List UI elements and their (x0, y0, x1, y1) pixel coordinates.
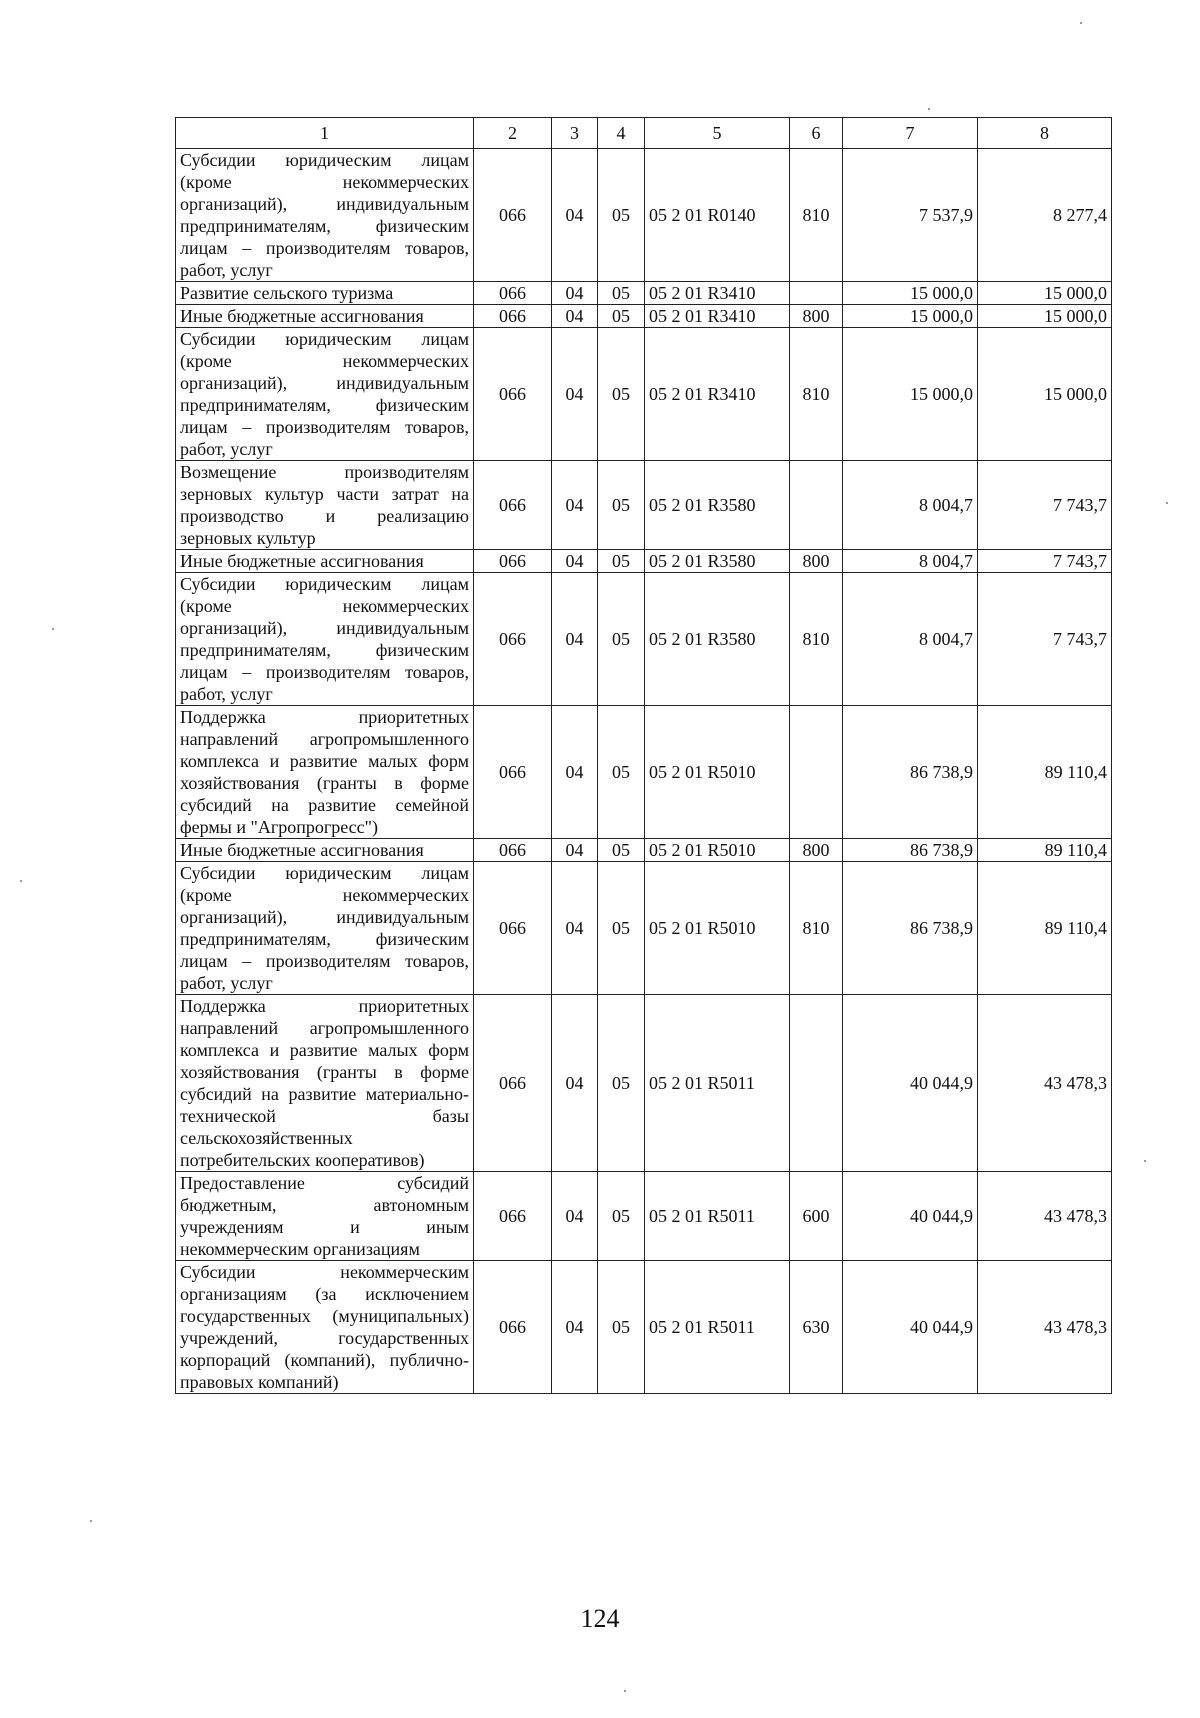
table-row (176, 1172, 1112, 1261)
amount-cell-col7: 40 044,9 (843, 1261, 978, 1394)
subsection-cell: 05 (598, 461, 645, 550)
section-cell: 04 (552, 328, 598, 461)
target-item-cell: 05 2 01 R3580 (645, 573, 790, 706)
section-cell: 04 (552, 149, 598, 282)
subsection-cell: 05 (598, 305, 645, 328)
header-cell: 8 (978, 118, 1112, 149)
table-row (176, 149, 1112, 282)
table-row (176, 550, 1112, 573)
amount-cell-col8: 89 110,4 (978, 706, 1112, 839)
amount-cell-col7: 40 044,9 (843, 1172, 978, 1261)
section-cell: 04 (552, 1172, 598, 1261)
subsection-cell: 05 (598, 573, 645, 706)
row-label: Субсидии юридическим лицам (кроме некоммерческих организаций), индивидуальным предпринимателям, физическим лицам – производителям товаров, работ, услуг (176, 149, 474, 282)
scan-speck (624, 1690, 626, 1692)
amount-cell-col7: 40 044,9 (843, 995, 978, 1172)
amount-cell-col8: 7 743,7 (978, 573, 1112, 706)
amount-cell-col8: 15 000,0 (978, 328, 1112, 461)
row-label: Субсидии юридическим лицам (кроме некоммерческих организаций), индивидуальным предпринимателям, физическим лицам – производителям товаров, работ, услуг (176, 328, 474, 461)
amount-cell-col8: 43 478,3 (978, 995, 1112, 1172)
kvsr-cell: 066 (474, 839, 552, 862)
amount-cell-col7: 8 004,7 (843, 461, 978, 550)
expense-type-cell (790, 706, 843, 839)
amount-cell-col7: 7 537,9 (843, 149, 978, 282)
table-row (176, 461, 1112, 550)
row-label: Предоставление субсидий бюджетным, автономным учреждениям и иным некоммерческим организациям (176, 1172, 474, 1261)
kvsr-cell: 066 (474, 305, 552, 328)
header-cell: 2 (474, 118, 552, 149)
kvsr-cell: 066 (474, 1261, 552, 1394)
header-cell: 5 (645, 118, 790, 149)
amount-cell-col7: 86 738,9 (843, 706, 978, 839)
table-row (176, 1261, 1112, 1394)
target-item-cell: 05 2 01 R3410 (645, 328, 790, 461)
table-row (176, 839, 1112, 862)
target-item-cell: 05 2 01 R3580 (645, 461, 790, 550)
kvsr-cell: 066 (474, 550, 552, 573)
section-cell: 04 (552, 839, 598, 862)
header-cell: 1 (176, 118, 474, 149)
row-label: Развитие сельского туризма (176, 282, 474, 305)
section-cell: 04 (552, 550, 598, 573)
row-label: Поддержка приоритетных направлений агропромышленного комплекса и развитие малых форм хозяйствования (гранты в форме субсидий на развитие материально-технической базы сельскохозяйственных потребительских кооперативов) (176, 995, 474, 1172)
scan-speck (1144, 1160, 1146, 1162)
table-header-row (176, 118, 1112, 149)
section-cell: 04 (552, 862, 598, 995)
scan-speck (928, 108, 930, 110)
budget-table (175, 117, 1112, 1394)
kvsr-cell: 066 (474, 573, 552, 706)
row-label: Иные бюджетные ассигнования (176, 305, 474, 328)
amount-cell-col8: 43 478,3 (978, 1172, 1112, 1261)
target-item-cell: 05 2 01 R5010 (645, 839, 790, 862)
target-item-cell: 05 2 01 R5010 (645, 862, 790, 995)
expense-type-cell: 800 (790, 550, 843, 573)
expense-type-cell: 630 (790, 1261, 843, 1394)
kvsr-cell: 066 (474, 706, 552, 839)
scan-speck (1080, 22, 1082, 24)
section-cell: 04 (552, 573, 598, 706)
scan-speck (20, 880, 22, 882)
subsection-cell: 05 (598, 328, 645, 461)
page-number: 124 (580, 1604, 620, 1633)
amount-cell-col7: 86 738,9 (843, 862, 978, 995)
amount-cell-col7: 8 004,7 (843, 573, 978, 706)
amount-cell-col8: 89 110,4 (978, 839, 1112, 862)
section-cell: 04 (552, 305, 598, 328)
target-item-cell: 05 2 01 R0140 (645, 149, 790, 282)
row-label: Поддержка приоритетных направлений агропромышленного комплекса и развитие малых форм хозяйствования (гранты в форме субсидий на развитие семейной фермы и "Агропрогресс") (176, 706, 474, 839)
table-row (176, 706, 1112, 839)
target-item-cell: 05 2 01 R3580 (645, 550, 790, 573)
target-item-cell: 05 2 01 R5010 (645, 706, 790, 839)
row-label: Возмещение производителям зерновых культур части затрат на производство и реализацию зерновых культур (176, 461, 474, 550)
row-label: Субсидии юридическим лицам (кроме некоммерческих организаций), индивидуальным предпринимателям, физическим лицам – производителям товаров, работ, услуг (176, 573, 474, 706)
subsection-cell: 05 (598, 995, 645, 1172)
kvsr-cell: 066 (474, 149, 552, 282)
target-item-cell: 05 2 01 R3410 (645, 305, 790, 328)
amount-cell-col8: 15 000,0 (978, 305, 1112, 328)
target-item-cell: 05 2 01 R5011 (645, 1261, 790, 1394)
section-cell: 04 (552, 1261, 598, 1394)
amount-cell-col7: 15 000,0 (843, 305, 978, 328)
kvsr-cell: 066 (474, 328, 552, 461)
section-cell: 04 (552, 706, 598, 839)
expense-type-cell: 810 (790, 328, 843, 461)
expense-type-cell: 800 (790, 305, 843, 328)
subsection-cell: 05 (598, 839, 645, 862)
row-label: Иные бюджетные ассигнования (176, 550, 474, 573)
kvsr-cell: 066 (474, 995, 552, 1172)
header-cell: 4 (598, 118, 645, 149)
subsection-cell: 05 (598, 550, 645, 573)
table-row (176, 573, 1112, 706)
header-cell: 6 (790, 118, 843, 149)
section-cell: 04 (552, 995, 598, 1172)
expense-type-cell (790, 461, 843, 550)
expense-type-cell: 600 (790, 1172, 843, 1261)
scan-speck (1166, 502, 1168, 504)
table-row (176, 328, 1112, 461)
table-row (176, 862, 1112, 995)
expense-type-cell: 810 (790, 862, 843, 995)
expense-type-cell: 800 (790, 839, 843, 862)
target-item-cell: 05 2 01 R5011 (645, 1172, 790, 1261)
header-cell: 3 (552, 118, 598, 149)
kvsr-cell: 066 (474, 862, 552, 995)
table-row (176, 282, 1112, 305)
target-item-cell: 05 2 01 R3410 (645, 282, 790, 305)
amount-cell-col7: 15 000,0 (843, 328, 978, 461)
amount-cell-col8: 7 743,7 (978, 461, 1112, 550)
kvsr-cell: 066 (474, 1172, 552, 1261)
subsection-cell: 05 (598, 282, 645, 305)
amount-cell-col7: 8 004,7 (843, 550, 978, 573)
amount-cell-col8: 7 743,7 (978, 550, 1112, 573)
kvsr-cell: 066 (474, 461, 552, 550)
section-cell: 04 (552, 461, 598, 550)
section-cell: 04 (552, 282, 598, 305)
amount-cell-col8: 89 110,4 (978, 862, 1112, 995)
table-row (176, 305, 1112, 328)
subsection-cell: 05 (598, 862, 645, 995)
amount-cell-col7: 86 738,9 (843, 839, 978, 862)
table-row (176, 995, 1112, 1172)
expense-type-cell (790, 995, 843, 1172)
kvsr-cell: 066 (474, 282, 552, 305)
row-label: Субсидии юридическим лицам (кроме некоммерческих организаций), индивидуальным предпринимателям, физическим лицам – производителям товаров, работ, услуг (176, 862, 474, 995)
row-label: Иные бюджетные ассигнования (176, 839, 474, 862)
expense-type-cell (790, 282, 843, 305)
subsection-cell: 05 (598, 149, 645, 282)
subsection-cell: 05 (598, 1261, 645, 1394)
expense-type-cell: 810 (790, 149, 843, 282)
scan-speck (52, 628, 54, 630)
target-item-cell: 05 2 01 R5011 (645, 995, 790, 1172)
amount-cell-col8: 43 478,3 (978, 1261, 1112, 1394)
header-cell: 7 (843, 118, 978, 149)
amount-cell-col8: 8 277,4 (978, 149, 1112, 282)
row-label: Субсидии некоммерческим организациям (за исключением государственных (муниципальных) учреждений, государственных корпораций (компаний), публично-правовых компаний) (176, 1261, 474, 1394)
subsection-cell: 05 (598, 706, 645, 839)
subsection-cell: 05 (598, 1172, 645, 1261)
amount-cell-col8: 15 000,0 (978, 282, 1112, 305)
amount-cell-col7: 15 000,0 (843, 282, 978, 305)
scan-speck (90, 1520, 92, 1522)
expense-type-cell: 810 (790, 573, 843, 706)
